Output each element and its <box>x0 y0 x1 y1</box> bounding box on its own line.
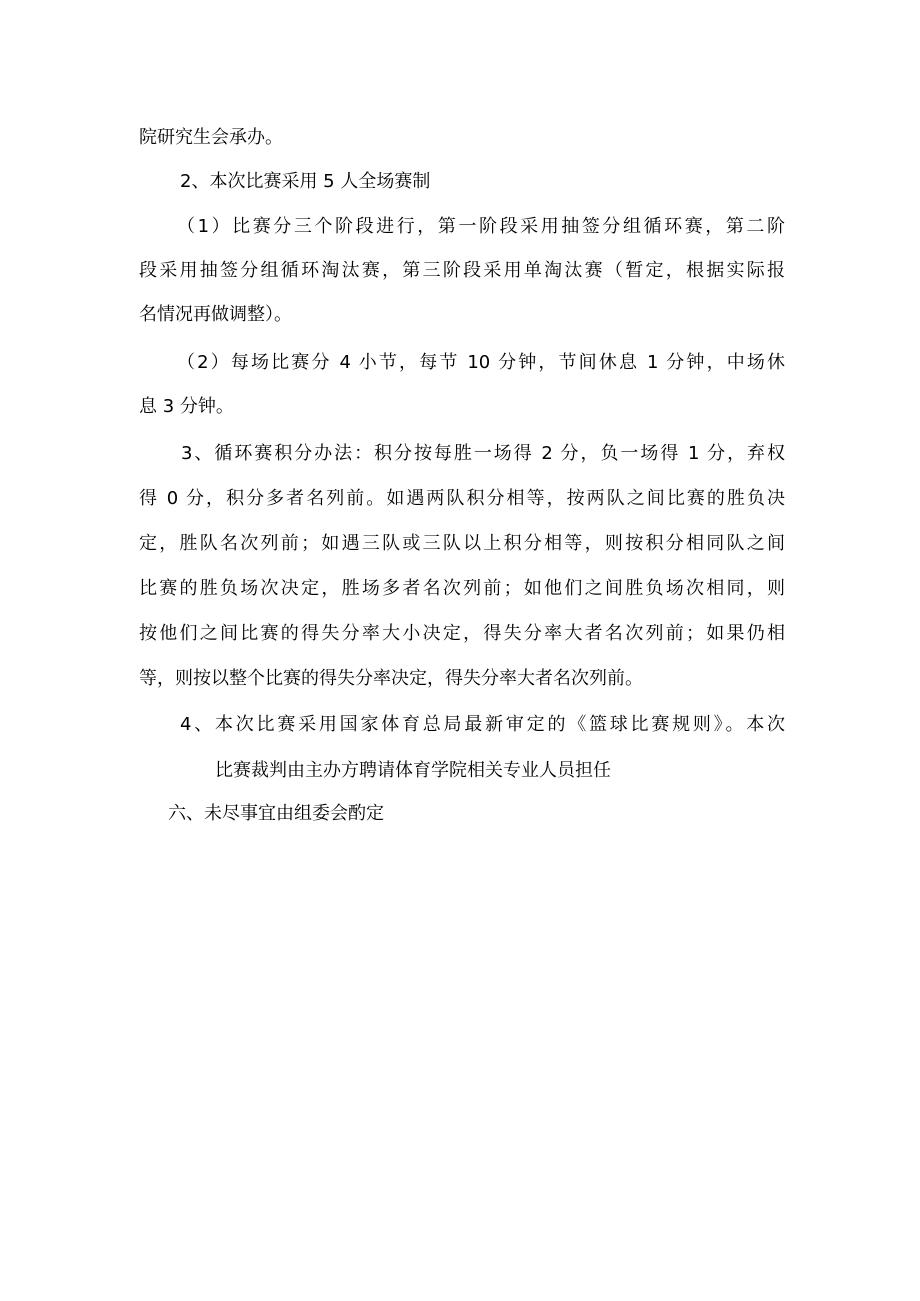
text-line: 等，则按以整个比赛的得失分率决定，得失分率大者名次列前。 <box>139 668 643 689</box>
paragraph-rule-2-1-stages <box>139 209 785 333</box>
text-line: 2、本次比赛采用 5 人全场赛制 <box>180 171 431 192</box>
text-line: 息 3 分钟。 <box>139 396 234 417</box>
paragraph-organizer-note <box>139 120 785 156</box>
text-line: 六、未尽事宜由组委会酌定 <box>168 803 384 824</box>
paragraph-rule-3-scoring <box>139 436 785 697</box>
text-line: 3、循环赛积分办法：积分按每胜一场得 2 分，负一场得 1 分，弃权 <box>181 443 785 464</box>
text-line: 得 0 分，积分多者名列前。如遇两队积分相等，按两队之间比赛的胜负决 <box>139 488 785 509</box>
text-line: （1）比赛分三个阶段进行，第一阶段采用抽签分组循环赛，第二阶 <box>177 216 785 237</box>
paragraph-rule-4-referee <box>180 707 785 789</box>
text-line: （2）每场比赛分 4 小节，每节 10 分钟，节间休息 1 分钟，中场休 <box>177 352 785 373</box>
text-line: 比赛裁判由主办方聘请体育学院相关专业人员担任 <box>215 760 611 781</box>
text-line: 院研究生会承办。 <box>139 127 283 148</box>
text-line: 名情况再做调整）。 <box>139 304 292 325</box>
text-line: 比赛的胜负场次决定，胜场多者名次列前；如他们之间胜负场次相同，则 <box>139 578 785 599</box>
text-line: 定，胜队名次列前；如遇三队或三队以上积分相等，则按积分相同队之间 <box>139 533 785 554</box>
text-line: 段采用抽签分组循环淘汰赛，第三阶段采用单淘汰赛（暂定，根据实际报 <box>139 260 785 281</box>
text-line: 按他们之间比赛的得失分率大小决定，得失分率大者名次列前；如果仍相 <box>139 623 785 644</box>
paragraph-rule-2-2-timing <box>139 345 785 425</box>
section-six-heading <box>168 796 785 832</box>
paragraph-rule-2-format <box>180 164 785 200</box>
text-line: 4、本次比赛采用国家体育总局最新审定的《篮球比赛规则》。本次 <box>180 714 785 735</box>
